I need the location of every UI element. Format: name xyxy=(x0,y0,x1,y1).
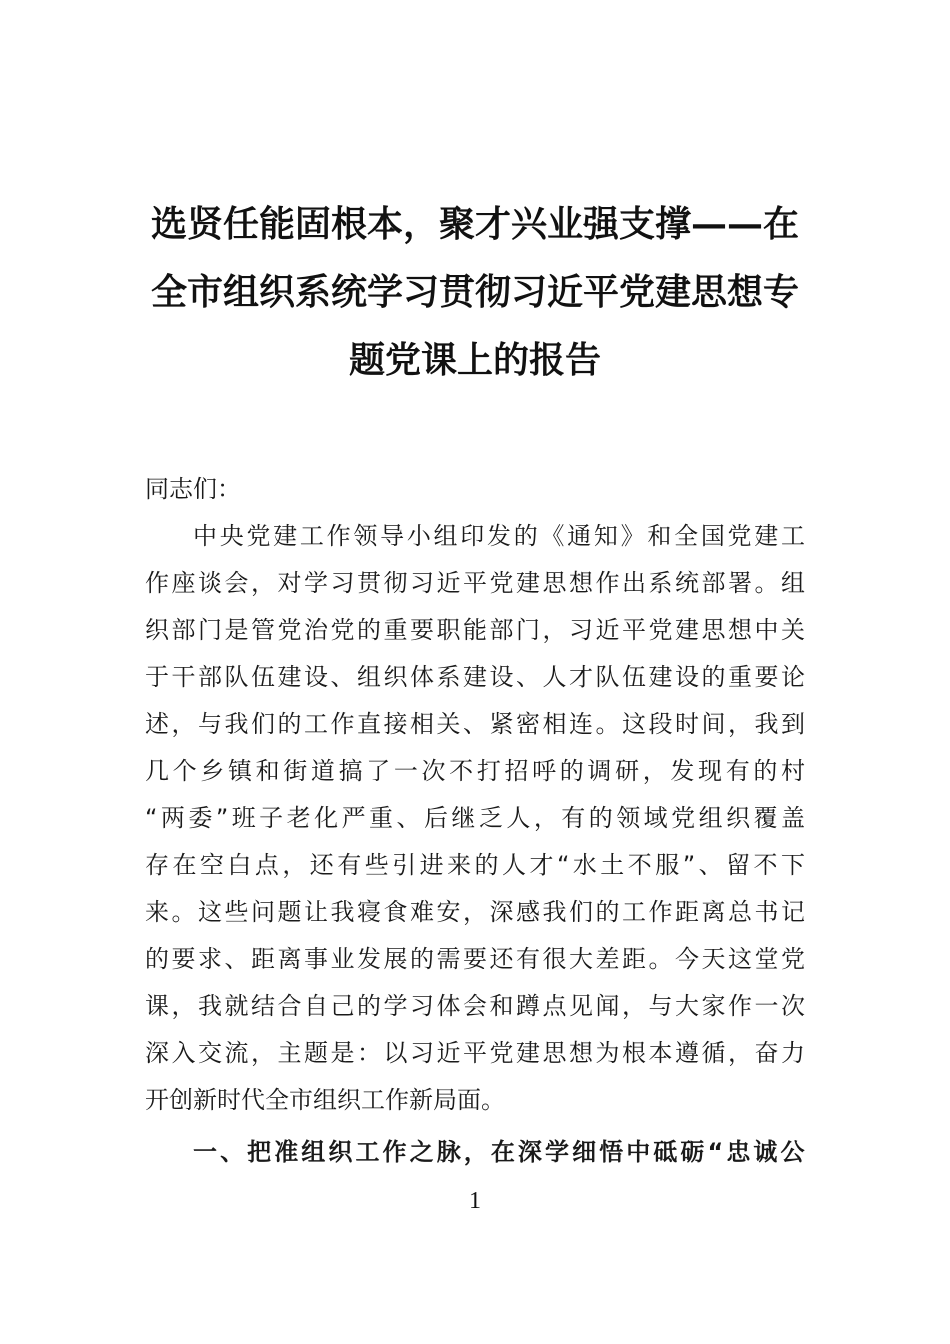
paragraph xyxy=(145,513,805,1124)
document-title xyxy=(145,190,805,394)
paragraph-line: “两委”班子老化严重、后继乏人，有的领域党组织覆盖 xyxy=(145,804,805,832)
paragraph-line: 中央党建工作领导小组印发的《通知》和全国党建工 xyxy=(193,522,805,550)
page-number: 1 xyxy=(469,1188,481,1214)
paragraph-line: 织部门是管党治党的重要职能部门，习近平党建思想中关 xyxy=(145,616,805,644)
paragraph-line: 开创新时代全市组织工作新局面。 xyxy=(145,1086,505,1114)
paragraph-line: 作座谈会，对学习贯彻习近平党建思想作出系统部署。组 xyxy=(145,569,805,597)
paragraph-line: 课，我就结合自己的学习体会和蹲点见闻，与大家作一次 xyxy=(145,992,805,1020)
section-heading: 一、把准组织工作之脉，在深学细悟中砥砺“忠诚公 xyxy=(193,1138,805,1166)
title-line: 题党课上的报告 xyxy=(348,339,601,381)
paragraph-line: 于干部队伍建设、组织体系建设、人才队伍建设的重要论 xyxy=(145,663,805,691)
title-line: 选贤任能固根本，聚才兴业强支撑——在 xyxy=(150,203,799,245)
paragraph-line: 深入交流，主题是：以习近平党建思想为根本遵循，奋力 xyxy=(145,1039,805,1067)
paragraph-line: 几个乡镇和街道搞了一次不打招呼的调研，发现有的村 xyxy=(145,757,805,785)
paragraph-line: 存在空白点，还有些引进来的人才“水土不服”、留不下 xyxy=(145,851,805,879)
paragraph-line: 的要求、距离事业发展的需要还有很大差距。今天这堂党 xyxy=(145,945,805,973)
paragraph-line: 来。这些问题让我寝食难安，深感我们的工作距离总书记 xyxy=(145,898,805,926)
paragraph-line: 述，与我们的工作直接相关、紧密相连。这段时间，我到 xyxy=(145,710,805,738)
title-line: 全市组织系统学习贯彻习近平党建思想专 xyxy=(150,271,799,313)
document-body xyxy=(145,466,805,1176)
salutation: 同志们： xyxy=(145,475,241,503)
